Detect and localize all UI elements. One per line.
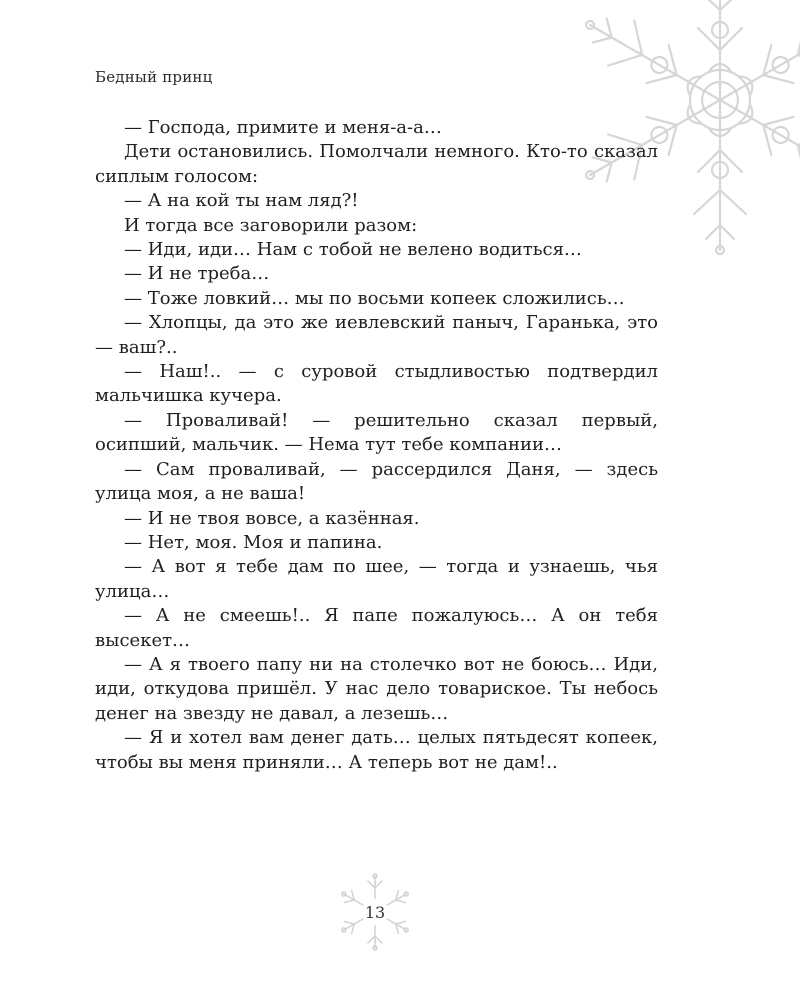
paragraph: — И не твоя вовсе, а казённая. bbox=[124, 507, 420, 529]
paragraph: — Хлопцы, да это же иевлевский паныч, Гаранька, это — ваш?.. bbox=[95, 312, 658, 358]
paragraph: — А не смеешь!.. Я папе пожалуюсь… А он тебя высекет… bbox=[95, 605, 658, 651]
paragraph: — И не треба… bbox=[124, 263, 270, 285]
paragraph: — А вот я тебе дам по шее, — тогда и узнаешь, чья улица… bbox=[95, 556, 658, 602]
paragraph: — Господа, примите и меня-а-а… bbox=[124, 117, 442, 138]
paragraph: — А на кой ты нам ляд?! bbox=[124, 190, 359, 212]
paragraph: — Наш!.. — с суровой стыдливостью подтвердил мальчишка кучера. bbox=[95, 361, 658, 407]
paragraph: — Иди, иди… Нам с тобой не велено водиться… bbox=[124, 239, 582, 261]
paragraph: — А я твоего папу ни на столечко вот не боюсь… Иди, иди, откудова пришёл. У нас дело товариское. Ты небось денег на звезду не давал, а лезешь… bbox=[95, 653, 658, 724]
page-number: 13 bbox=[364, 903, 386, 922]
paragraph: И тогда все заговорили разом: bbox=[124, 214, 418, 236]
paragraph: — Нет, моя. Моя и папина. bbox=[124, 531, 383, 553]
paragraph: Дети остановились. Помолчали немного. Кто-то сказал сиплым голосом: bbox=[95, 141, 658, 187]
paragraph: — Я и хотел вам денег дать… целых пятьдесят копеек, чтобы вы меня приняли… А теперь вот не дам!.. bbox=[95, 727, 658, 773]
paragraph: — Тоже ловкий… мы по восьми копеек сложились… bbox=[124, 287, 625, 309]
page-number-badge bbox=[335, 872, 415, 952]
body-text bbox=[95, 116, 658, 775]
paragraph: — Проваливай! — решительно сказал первый, осипший, мальчик. — Нема тут тебе компании… bbox=[95, 409, 658, 456]
running-header: Бедный принц bbox=[95, 68, 213, 86]
paragraph: — Сам проваливай, — рассердился Даня, — здесь улица моя, а не ваша! bbox=[95, 458, 658, 505]
